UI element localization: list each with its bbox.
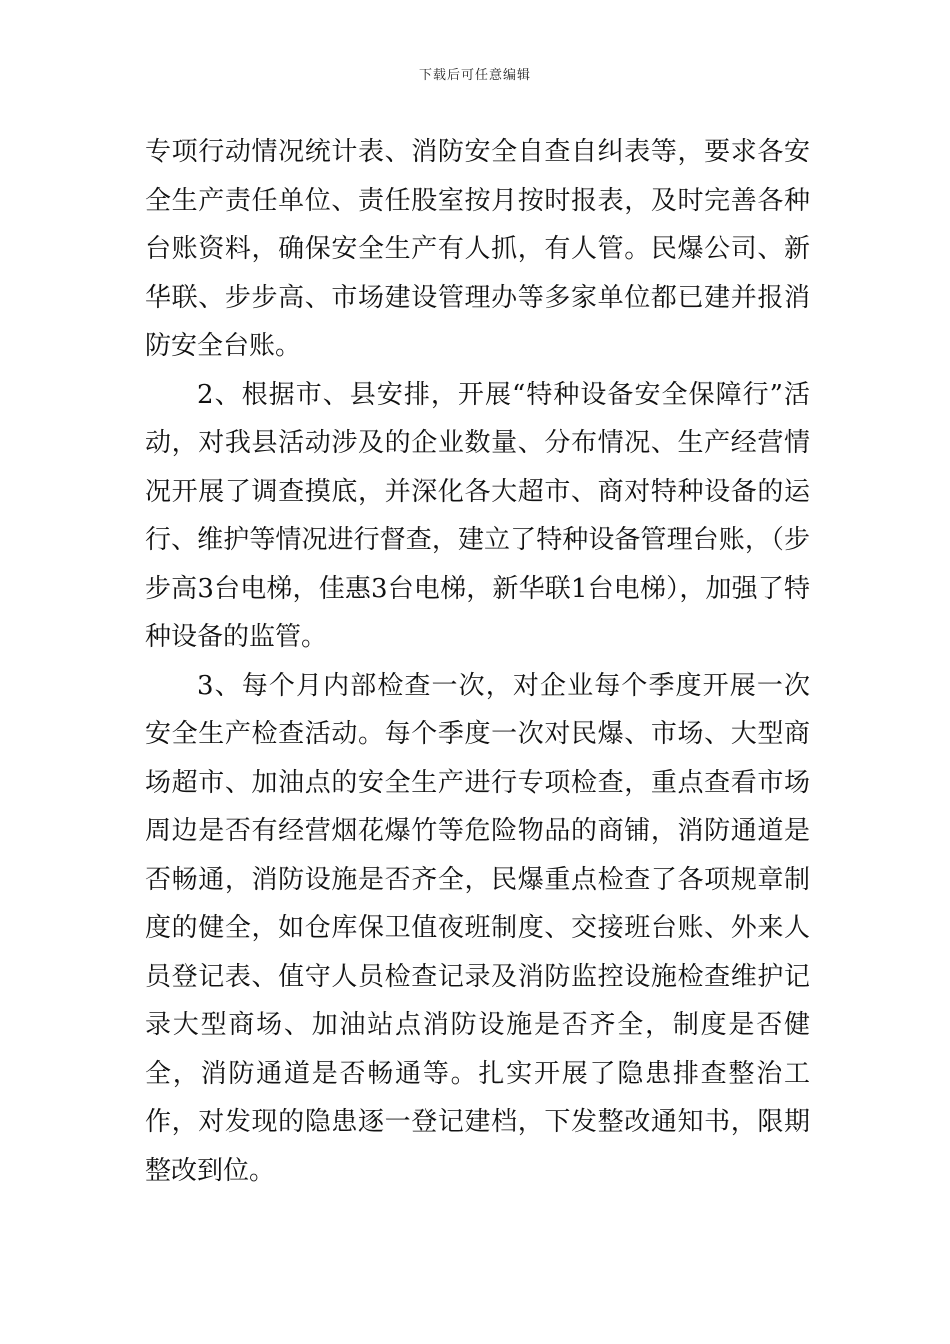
paragraph-3: 3、每个月内部检查一次，对企业每个季度开展一次安全生产检查活动。每个季度一次对民爆、市场、大型商场超市、加油点的安全生产进行专项检查，重点查看市场周边是否有经营烟花爆竹等危险物品的商铺，消防通道是否畅通，消防设施是否齐全，民爆重点检查了各项规章制度的健全，如仓库保卫值夜班制度、交接班台账、外来人员登记表、值守人员检查记录及消防监控设施检查维护记录大型商场、加油站点消防设施是否齐全，制度是否健全，消防通道是否畅通等。扎实开展了隐患排查整治工作，对发现的隐患逐一登记建档，下发整改通知书，限期整改到位。 xyxy=(145,670,810,1186)
paragraph-1: 专项行动情况统计表、消防安全自查自纠表等，要求各安全生产责任单位、责任股室按月按时报表，及时完善各种台账资料，确保安全生产有人抓，有人管。民爆公司、新华联、步步高、市场建设管理办等多家单位都已建并报消防安全台账。 xyxy=(145,137,810,361)
paragraph-2: 2、根据市、县安排，开展“特种设备安全保障行”活动，对我县活动涉及的企业数量、分布情况、生产经营情况开展了调查摸底，并深化各大超市、商对特种设备的运行、维护等情况进行督查，建立了特种设备管理台账，（步步高3台电梯，佳惠3台电梯，新华联1台电梯），加强了特种设备的监管。 xyxy=(145,379,810,652)
document-body xyxy=(145,128,810,1195)
page-header: 下载后可任意编辑 xyxy=(418,68,531,83)
